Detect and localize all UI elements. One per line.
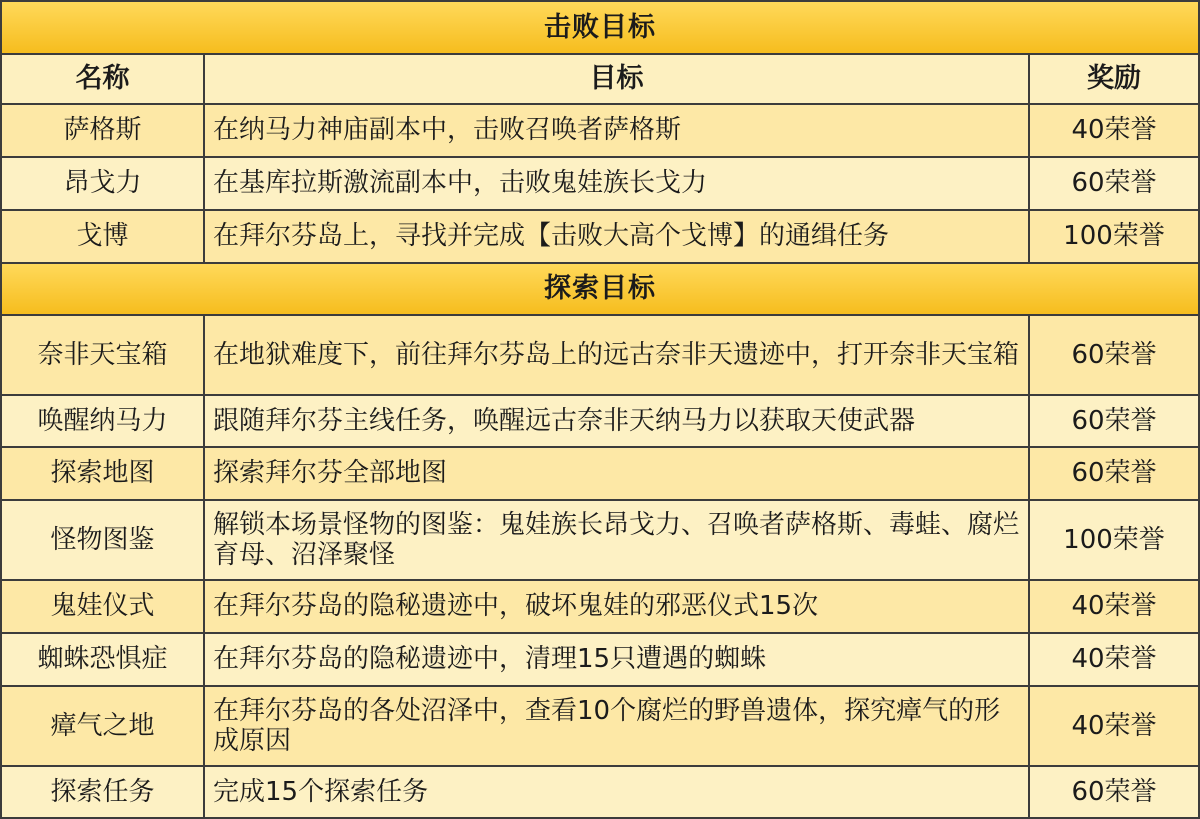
row-reward: 100荣誉 [1029,500,1199,580]
table-row [1,315,1199,395]
section-header-defeat [1,1,1199,54]
table-row [1,447,1199,500]
section-title: 击败目标 [1,1,1199,54]
table-row [1,104,1199,157]
row-reward: 60荣誉 [1029,315,1199,395]
section-title: 探索目标 [1,263,1199,315]
row-reward: 60荣誉 [1029,447,1199,500]
row-name: 昂戈力 [1,157,204,210]
table-row [1,633,1199,686]
row-name: 探索任务 [1,766,204,818]
row-reward: 40荣誉 [1029,633,1199,686]
row-reward: 40荣誉 [1029,686,1199,766]
column-header-row [1,54,1199,104]
row-name: 蜘蛛恐惧症 [1,633,204,686]
row-goal: 在地狱难度下，前往拜尔芬岛上的远古奈非天遗迹中，打开奈非天宝箱 [204,315,1029,395]
table-row [1,580,1199,633]
row-reward: 100荣誉 [1029,210,1199,263]
row-goal: 在拜尔芬岛的隐秘遗迹中，破坏鬼娃的邪恶仪式15次 [204,580,1029,633]
row-name: 怪物图鉴 [1,500,204,580]
row-goal: 在拜尔芬岛上，寻找并完成【击败大高个戈博】的通缉任务 [204,210,1029,263]
row-goal: 跟随拜尔芬主线任务，唤醒远古奈非天纳马力以获取天使武器 [204,395,1029,447]
row-name: 探索地图 [1,447,204,500]
row-reward: 40荣誉 [1029,580,1199,633]
row-reward: 60荣誉 [1029,766,1199,818]
table-row [1,210,1199,263]
row-reward: 60荣誉 [1029,395,1199,447]
row-name: 戈博 [1,210,204,263]
row-goal: 完成15个探索任务 [204,766,1029,818]
row-reward: 40荣誉 [1029,104,1199,157]
table-row [1,766,1199,818]
table-row [1,395,1199,447]
row-goal: 解锁本场景怪物的图鉴：鬼娃族长昂戈力、召唤者萨格斯、毒蛙、腐烂育母、沼泽聚怪 [204,500,1029,580]
table-row [1,500,1199,580]
row-reward: 60荣誉 [1029,157,1199,210]
row-name: 唤醒纳马力 [1,395,204,447]
row-name: 奈非天宝箱 [1,315,204,395]
row-goal: 探索拜尔芬全部地图 [204,447,1029,500]
row-name: 萨格斯 [1,104,204,157]
column-header-name: 名称 [1,54,204,104]
row-goal: 在拜尔芬岛的各处沼泽中，查看10个腐烂的野兽遗体，探究瘴气的形成原因 [204,686,1029,766]
row-goal: 在纳马力神庙副本中，击败召唤者萨格斯 [204,104,1029,157]
column-header-reward: 奖励 [1029,54,1199,104]
column-header-goal: 目标 [204,54,1029,104]
row-goal: 在拜尔芬岛的隐秘遗迹中，清理15只遭遇的蜘蛛 [204,633,1029,686]
table-row [1,686,1199,766]
row-name: 鬼娃仪式 [1,580,204,633]
row-goal: 在基库拉斯激流副本中，击败鬼娃族长戈力 [204,157,1029,210]
table-row [1,157,1199,210]
section-header-explore [1,263,1199,315]
row-name: 瘴气之地 [1,686,204,766]
